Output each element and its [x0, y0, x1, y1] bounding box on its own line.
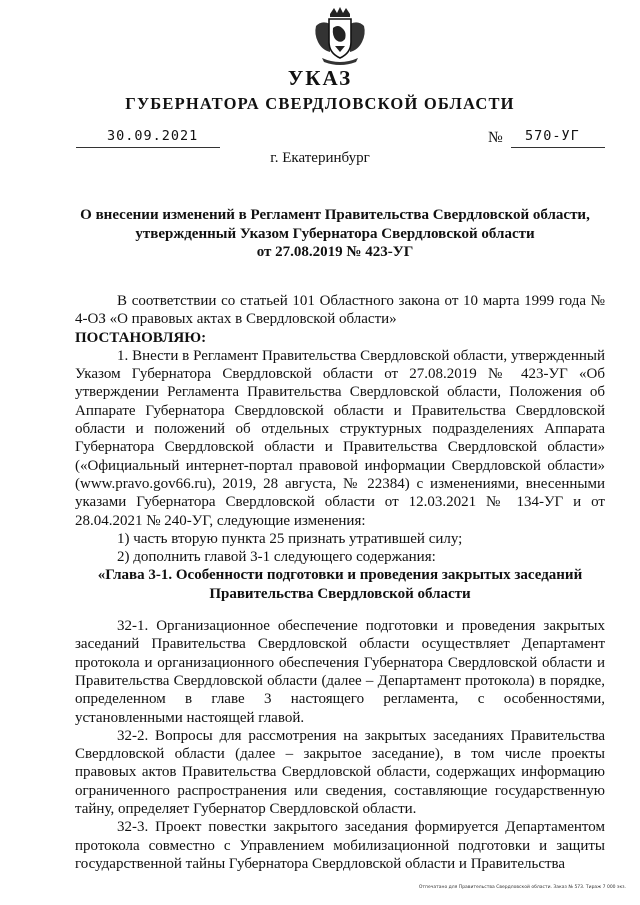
decree-word: ПОСТАНОВЛЯЮ:: [75, 329, 207, 346]
heading-line: от 27.08.2019 № 423-УГ: [256, 244, 414, 260]
chapter-title-line: Правительства Свердловской области: [209, 585, 471, 602]
subitem-paragraph: 2) дополнить главой 3-1 следующего содержания:: [117, 549, 436, 566]
clause-paragraph: 32-2. Вопросы для рассмотрения на закрытых заседаниях Правительства Свердловской области (далее – закрытое заседание), в том числе проекты правовых актов Правительства Свердловской области, содержащих информацию ограниченного распространения или сведения, составляющие государственную тайну, определяет Губернатор Свердловской области.: [75, 727, 605, 818]
number-underline: [511, 147, 605, 148]
number-sign: №: [488, 129, 503, 146]
preamble-paragraph: В соответствии со статьей 101 Областного закона от 10 марта 1999 года № 4-ОЗ «О правовых актах в Свердловской области»: [75, 293, 605, 328]
subitem-paragraph: 1) часть вторую пункта 25 признать утратившей силу;: [117, 530, 463, 547]
document-title: УКАЗ: [287, 66, 353, 90]
document-subtitle: ГУБЕРНАТОРА СВЕРДЛОВСКОЙ ОБЛАСТИ: [125, 94, 515, 113]
decree-heading: [80, 206, 590, 262]
item-paragraph: 1. Внести в Регламент Правительства Свердловской области, утвержденный Указом Губернатора Свердловской области от 27.08.2019 № 423-УГ «Об утверждении Регламента Правительства Свердловской области, Положения об Аппарате Губернатора Свердловской области и Правительства Свердловской области и положений об отдельных структурных подразделениях Аппарата Губернатора Свердловской области и Правительства Свердловской области» («Официальный интернет-портал правовой информации Свердловской области» (www.pravo.gov66.ru), 2019, 28 августа, № 22384) с изменениями, внесенными указами Губернатора Свердловской области от 12.03.2021 № 134-УГ и от 28.04.2021 № 240-УГ, следующие изменения:: [75, 347, 605, 529]
spacer: [75, 603, 605, 617]
print-note: Отпечатано для Правительства Свердловской области. Заказ № 573. Тираж 7 000 экз.: [418, 885, 626, 890]
clause-paragraph: 32-3. Проект повестки закрытого заседания формируется Департаментом протокола совместно с Управлением мобилизационной подготовки и защиты государственной тайны Губернатора Свердловской области и Правительства: [75, 819, 605, 872]
document-number: 570-УГ: [525, 128, 580, 144]
chapter-title: [75, 566, 605, 603]
coat-of-arms-icon: [312, 6, 368, 68]
decree-body: [75, 292, 605, 873]
heading-line: О внесении изменений в Регламент Правительства Свердловской области,: [80, 207, 590, 223]
document-date: 30.09.2021: [107, 128, 199, 144]
chapter-title-line: «Глава 3-1. Особенности подготовки и проведения закрытых заседаний: [97, 567, 583, 584]
clause-paragraph: 32-1. Организационное обеспечение подготовки и проведения закрытых заседаний Правительства Свердловской области осуществляет Департамент протокола и организационного обеспечения Губернатора Свердловской области и Правительства Свердловской области (далее – Департамент протокола) в порядке, определенном в главе 3 настоящего регламента, с особенностями, установленными настоящей главой.: [75, 618, 605, 726]
city-line: г. Екатеринбург: [270, 150, 370, 166]
heading-line: утвержденный Указом Губернатора Свердловской области: [135, 225, 535, 242]
date-underline: [76, 147, 220, 148]
